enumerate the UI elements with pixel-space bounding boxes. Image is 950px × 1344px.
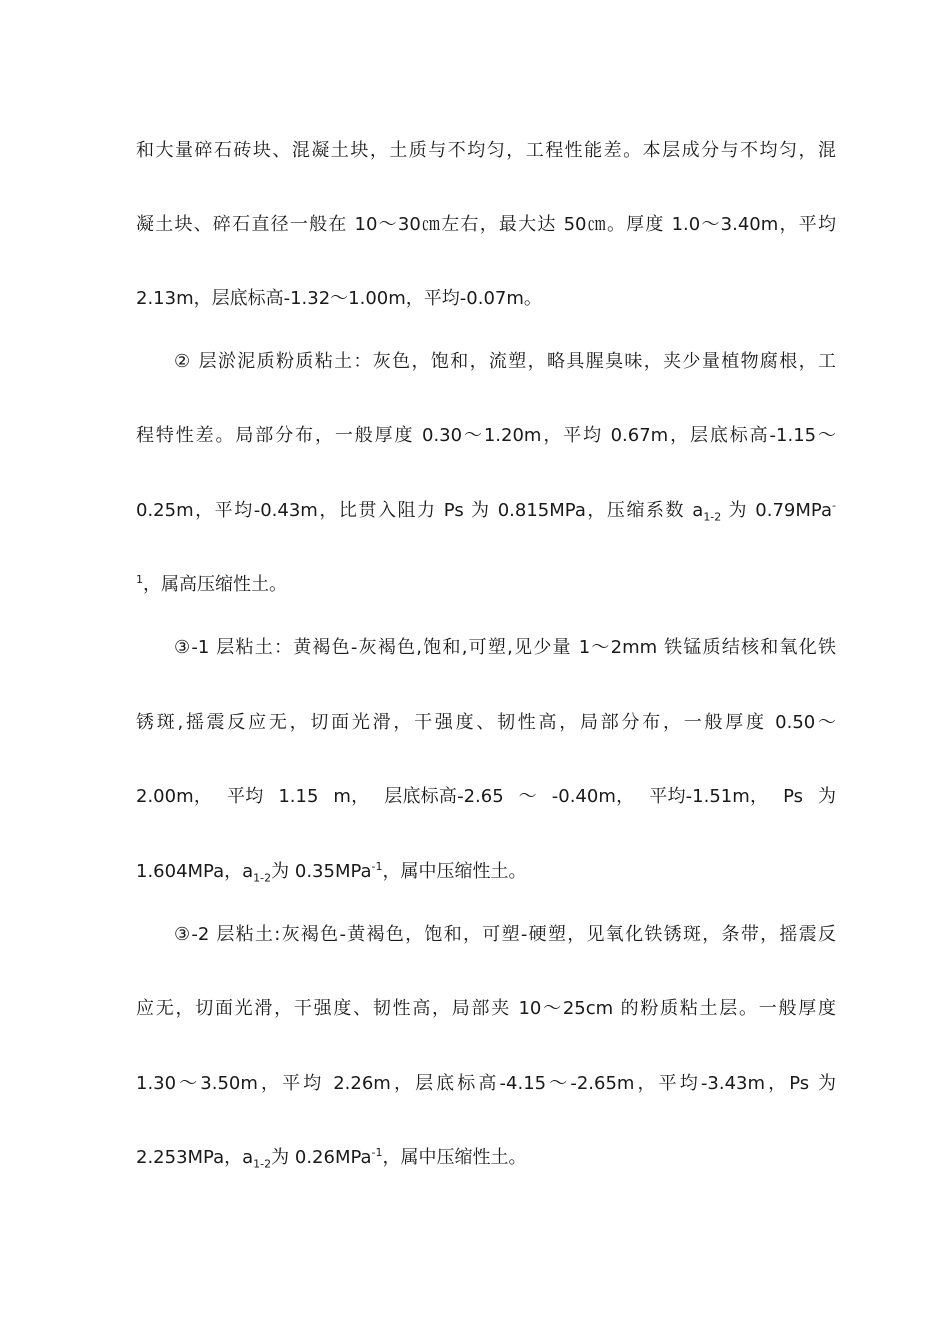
p2-line-1: ② 层淤泥质粉质粘土：灰色，饱和，流塑，略具腥臭味，夹少量植物腐根，工 bbox=[174, 351, 836, 372]
p2-line-3-subscript: 1-2 bbox=[703, 510, 722, 524]
p4-line-4-superscript: -1 bbox=[371, 1146, 383, 1159]
p3-line-4-text-c: ，属中压缩性土。 bbox=[382, 861, 527, 882]
p4-line-4-text-b: 为 0.26MPa bbox=[271, 1147, 372, 1168]
p3-line-4 bbox=[136, 857, 836, 887]
p2-line-3 bbox=[136, 496, 836, 526]
p4-line-4-subscript: 1-2 bbox=[253, 1157, 272, 1171]
p4-line-3: 1.30～3.50m，平均 2.26m，层底标高-4.15～-2.65m，平均-3.43m，Ps 为 bbox=[136, 1073, 836, 1094]
p4-line-4-text-c: ，属中压缩性土。 bbox=[382, 1147, 527, 1168]
p2-line-3-superscript: - bbox=[832, 499, 836, 512]
p3-line-3: 2.00m， 平均 1.15 m， 层底标高-2.65 ～ -0.40m， 平均-1.51m， Ps 为 bbox=[136, 786, 836, 807]
p4-line-2: 应无，切面光滑，干强度、韧性高，局部夹 10～25cm 的粉质粘土层。一般厚度 bbox=[136, 998, 836, 1019]
p3-line-4-text-a: 1.604MPa，a bbox=[136, 861, 254, 882]
p3-line-4-text-b: 为 0.35MPa bbox=[271, 861, 372, 882]
p2-line-3-text-b: 为 0.79MPa bbox=[721, 500, 832, 521]
p4-line-4 bbox=[136, 1143, 836, 1173]
p2-line-4-superscript: 1 bbox=[136, 573, 143, 586]
p1-line-2: 凝土块、碎石直径一般在 10～30㎝左右，最大达 50㎝。厚度 1.0～3.40m，平均 bbox=[136, 214, 836, 235]
p4-line-1: ③-2 层粘土:灰褐色-黄褐色，饱和，可塑-硬塑，见氧化铁锈斑，条带，摇震反 bbox=[174, 924, 836, 945]
p1-line-3: 2.13m，层底标高-1.32～1.00m，平均-0.07m。 bbox=[136, 288, 542, 309]
p3-line-4-subscript: 1-2 bbox=[253, 871, 272, 885]
p2-line-4-text: ，属高压缩性土。 bbox=[143, 574, 287, 595]
p4-line-4-text-a: 2.253MPa，a bbox=[136, 1147, 254, 1168]
p3-line-2: 锈斑,摇震反应无，切面光滑，干强度、韧性高，局部分布，一般厚度 0.50～ bbox=[136, 712, 836, 733]
p1-line-1: 和大量碎石砖块、混凝土块，土质与不均匀，工程性能差。本层成分与不均匀，混 bbox=[136, 140, 836, 161]
p3-line-1: ③-1 层粘土：黄褐色-灰褐色,饱和,可塑,见少量 1～2mm 铁锰质结核和氧化铁 bbox=[174, 637, 836, 658]
p3-line-4-superscript: -1 bbox=[371, 860, 383, 873]
p2-line-4 bbox=[136, 570, 836, 600]
p2-line-2: 程特性差。局部分布，一般厚度 0.30～1.20m，平均 0.67m，层底标高-1.15～ bbox=[136, 425, 836, 446]
p2-line-3-text-a: 0.25m，平均-0.43m，比贯入阻力 Ps 为 0.815MPa，压缩系数 a bbox=[136, 500, 704, 521]
